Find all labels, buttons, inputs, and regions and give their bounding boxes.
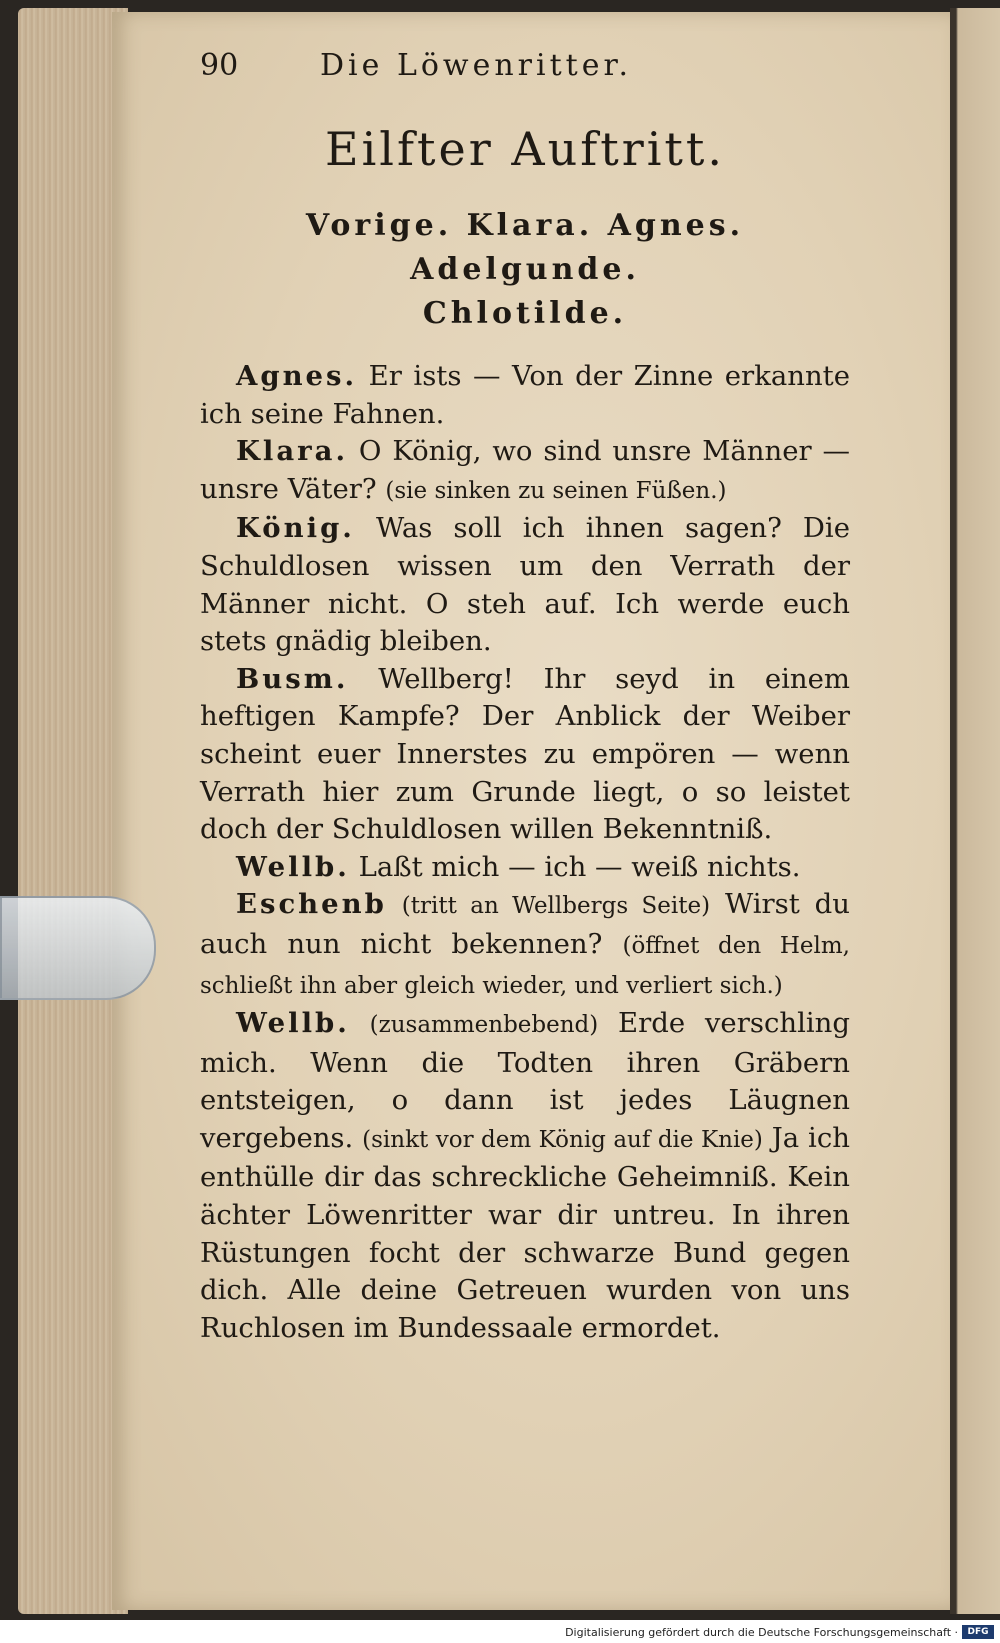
speech-wellb [200, 849, 850, 887]
speech-text: Was soll ich ihnen sagen? Die Schuldlosen wissen um den Verrath der Männer nicht. O steh auf. Ich werde euch stets gnädig bleiben. [200, 512, 851, 658]
speech-klara [200, 433, 850, 510]
speech-eschenb [200, 886, 850, 1005]
page-number: 90 [200, 48, 239, 83]
speech-text: Erde verschling mich. Wenn die Todten ihren Gräbern entsteigen, o dann ist jedes Läugnen vergebens. [200, 1007, 850, 1154]
footer-bar [0, 1622, 1000, 1643]
facing-page-edge [950, 8, 1000, 1614]
speech-koenig [200, 510, 850, 660]
speaker-name: Busm. [236, 662, 349, 695]
funding-credit: Digitalisierung gefördert durch die Deutsche Forschungsgemeinschaft · [565, 1626, 958, 1639]
speech-busm [200, 661, 850, 849]
speech-text-continued: Ja ich enthülle dir das schreckliche Geheimniß. Kein ächter Löwenritter war dir untreu. In ihren Rüstungen focht der schwarze Bund gegen dich. Alle deine Getreuen wurden von uns Ruchlosen im Bundessaale ermordet. [200, 1121, 850, 1344]
speaker-name: Agnes. [236, 360, 358, 392]
speech-text: O König, wo sind unsre Männer — unsre Väter? [200, 435, 850, 505]
speaker-name: Wellb. [236, 850, 350, 883]
speaker-name: Eschenb [236, 888, 387, 921]
speech-text: Wirst du auch nun nicht bekennen? [200, 888, 851, 960]
speech-text: Er ists — Von der Zinne erkannte ich seine Fahnen. [200, 360, 850, 430]
stage-direction: (sie sinken zu seinen Füßen.) [385, 477, 727, 504]
page-clip [0, 896, 156, 1000]
stage-direction: (öffnet den Helm, schließt ihn aber gleich wieder, und verliert sich.) [200, 932, 850, 999]
scene-title: Eilfter Auftritt. [325, 122, 725, 176]
page-header [200, 48, 850, 100]
stage-direction: (tritt an Wellbergs Seite) [401, 893, 711, 920]
speech-agnes [200, 358, 850, 433]
speech-text: Laßt mich — ich — weiß nichts. [358, 850, 801, 883]
stage-direction: (zusammenbebend) [369, 1012, 599, 1039]
stage-direction: (sinkt vor dem König auf die Knie) [362, 1126, 763, 1153]
cast-line-2: Chlotilde. [422, 296, 628, 331]
page-text [200, 48, 850, 1347]
speech-wellb-confession [200, 1005, 850, 1347]
dfg-logo: DFG [962, 1625, 994, 1639]
speech-text: Wellberg! Ihr seyd in einem heftigen Kampfe? Der Anblick der Weiber scheint euer Innerstes zu empören — wenn Verrath hier zum Grunde liegt, o so leistet doch der Schuldlosen willen Bekenntniß. [200, 662, 850, 846]
dialogue-body [200, 358, 850, 1347]
running-head: Die Löwenritter. [320, 48, 633, 83]
cast-list [200, 204, 850, 336]
cast-line-1: Vorige. Klara. Agnes. Adelgunde. [305, 208, 745, 287]
speaker-name: Klara. [236, 435, 349, 468]
speaker-name: König. [236, 512, 355, 545]
speaker-name: Wellb. [236, 1007, 350, 1040]
